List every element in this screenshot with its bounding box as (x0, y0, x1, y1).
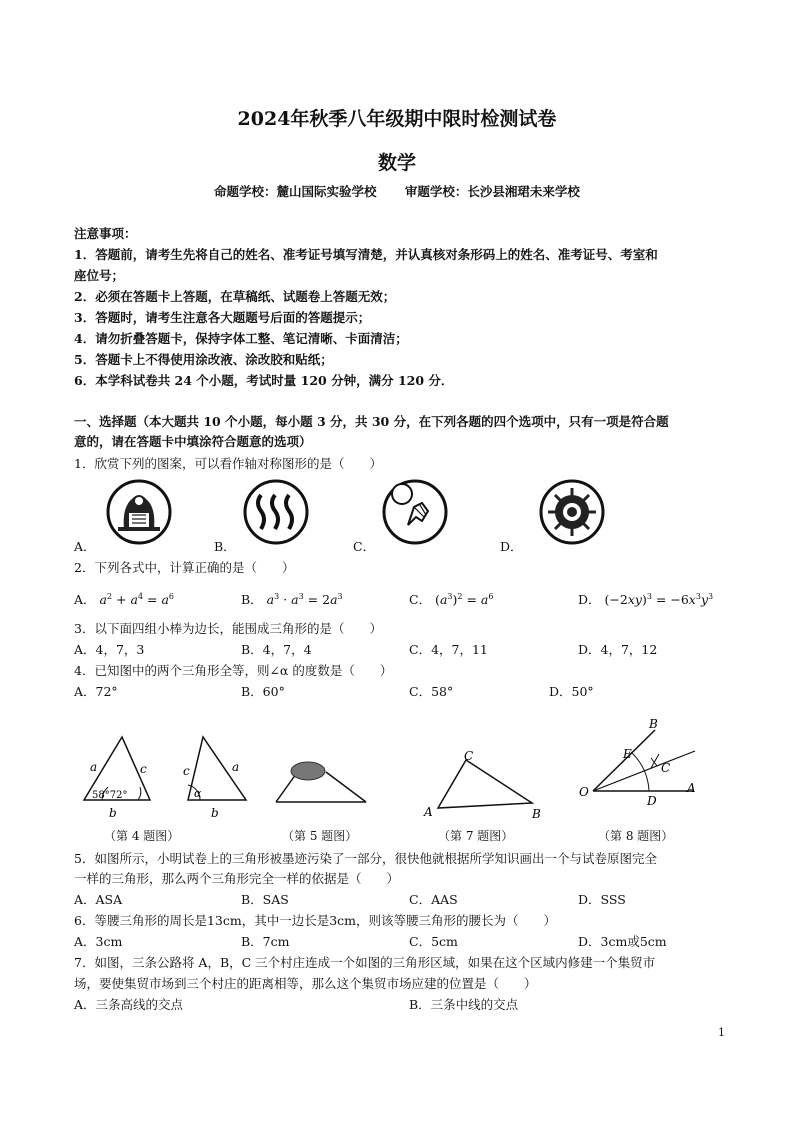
figure-q5 (266, 752, 386, 812)
q1-option-d: D． (500, 539, 523, 554)
section-heading: 意的，请在答题卡中填涂符合题意的选项） (74, 434, 312, 449)
q5-option-b: B．SAS (241, 892, 289, 907)
fig8-label-o: O (579, 785, 589, 799)
q2-option-b: B． $a^3 \cdot a^3 = 2a^3$ (241, 591, 343, 607)
note-item: 5．答题卡上不得使用涂改液、涂改胶和贴纸； (74, 352, 333, 367)
q1-option-c: C． (353, 539, 376, 554)
q1-option-a: A． (74, 539, 96, 554)
figure-caption-q7: （第 7 题图） (438, 829, 514, 843)
q6-option-a: A．3cm (74, 934, 123, 949)
q5-option-c: C．AAS (409, 892, 458, 907)
q4-option-d: D．50° (549, 684, 594, 699)
question-5-stem-cont: 一样的三角形，那么两个三角形完全一样的依据是（ ） (74, 871, 400, 886)
q1-option-b: B． (214, 539, 236, 554)
q2-option-c: C． $(a^3)^2 = a^6$ (409, 591, 494, 607)
figure-q8 (573, 714, 708, 814)
q2-option-d: D． $(-2xy)^3 = -6x^3y^3$ (578, 591, 714, 607)
fig7-label-a: A (424, 805, 433, 819)
notes-heading: 注意事项： (74, 226, 137, 241)
note-item: 4．请勿折叠答题卡，保持字体工整、笔记清晰、卡面清洁； (74, 331, 408, 346)
section-heading: 一、选择题（本大题共 10 个小题，每小题 3 分，共 30 分，在下列各题的四个选项中，只有一项是符合题 (74, 414, 669, 429)
subject-title: 数学 (377, 152, 416, 174)
q6-option-b: B．7cm (241, 934, 290, 949)
reviewer-school: 审题学校：长沙县湘珺未来学校 (404, 184, 580, 199)
proposer-school: 命题学校：麓山国际实验学校 (214, 184, 377, 199)
q7-option-a: A．三条高线的交点 (74, 997, 184, 1012)
question-5-stem: 5．如图所示，小明试卷上的三角形被墨迹污染了一部分，很快他就根据所学知识画出一个与试卷原图完全 (74, 851, 657, 866)
question-2-stem: 2．下列各式中，计算正确的是（ ） (74, 560, 295, 575)
fig7-label-c: C (464, 749, 474, 763)
q6-option-c: C．5cm (409, 934, 458, 949)
q3-option-d: D．4，7，12 (578, 642, 658, 657)
question-7-stem: 7．如图，三条公路将 A，B，C 三个村庄连成一个如图的三角形区域，如果在这个区域内修建一个集贸市 (74, 955, 656, 970)
figure-q4 (76, 725, 256, 825)
fig8-label-d: D (647, 794, 657, 808)
q4-option-a: A．72° (74, 684, 118, 699)
pattern-b-figure (241, 477, 311, 547)
q3-option-b: B．4，7，4 (241, 642, 312, 657)
fig4-label-c1: c (140, 762, 147, 776)
q4-option-c: C．58° (409, 684, 454, 699)
q6-option-d: D．3cm或5cm (578, 934, 667, 949)
fig4-label-b1: b (109, 806, 117, 820)
note-item: 3．答题时，请考生注意各大题题号后面的答题提示； (74, 310, 371, 325)
q7-option-b: B．三条中线的交点 (409, 997, 519, 1012)
exam-title: 2024年秋季八年级期中限时检测试卷 (237, 108, 557, 130)
fig8-label-e: E (623, 747, 632, 761)
fig4-label-c2: c (183, 764, 190, 778)
fig7-label-b: B (532, 807, 541, 821)
figure-caption-q4: （第 4 题图） (104, 829, 180, 843)
question-6-stem: 6．等腰三角形的周长是13cm，其中一边长是3cm，则该等腰三角形的腰长为（ ） (74, 913, 557, 928)
question-7-stem-cont: 场，要使集贸市场到三个村庄的距离相等，那么这个集贸市场应建的位置是（ ） (74, 976, 537, 991)
q2-option-a: A． $a^2 + a^4 = a^6$ (74, 591, 174, 607)
q5-option-a: A．ASA (74, 892, 123, 907)
pattern-a-figure (104, 477, 174, 547)
q3-option-c: C．4，7，11 (409, 642, 488, 657)
pattern-c-figure (380, 477, 450, 547)
fig4-label-a1: a (90, 760, 98, 774)
figure-caption-q8: （第 8 题图） (598, 829, 674, 843)
q5-option-d: D．SSS (578, 892, 626, 907)
question-3-stem: 3．以下面四组小棒为边长，能围成三角形的是（ ） (74, 621, 382, 636)
pattern-d-figure (537, 477, 607, 547)
fig8-label-b: B (649, 717, 658, 731)
fig4-label-a2: a (232, 760, 240, 774)
q4-option-b: B．60° (241, 684, 285, 699)
fig4-label-b2: b (211, 806, 219, 820)
fig4-label-alpha: α (194, 787, 202, 800)
fig4-angles: 58°72° (92, 790, 128, 801)
figure-q7 (420, 748, 550, 823)
school-info (0, 182, 794, 200)
note-item: 1．答题前，请考生先将自己的姓名、准考证号填写清楚，并认真核对条形码上的姓名、准考证号、考室和 (74, 247, 658, 262)
note-item: 座位号； (74, 268, 125, 283)
note-item: 2．必须在答题卡上答题，在草稿纸、试题卷上答题无效； (74, 289, 396, 304)
q3-option-a: A．4，7，3 (74, 642, 145, 657)
question-1-stem: 1．欣赏下列的图案，可以看作轴对称图形的是（ ） (74, 456, 382, 471)
question-4-stem: 4．已知图中的两个三角形全等，则∠α 的度数是（ ） (74, 663, 393, 678)
page-number: 1 (718, 1026, 725, 1039)
fig8-label-c: C (661, 761, 671, 775)
fig8-label-a: A (687, 781, 696, 795)
note-item: 6．本学科试卷共 24 个小题，考试时量 120 分钟，满分 120 分． (74, 373, 454, 388)
figure-caption-q5: （第 5 题图） (282, 829, 358, 843)
